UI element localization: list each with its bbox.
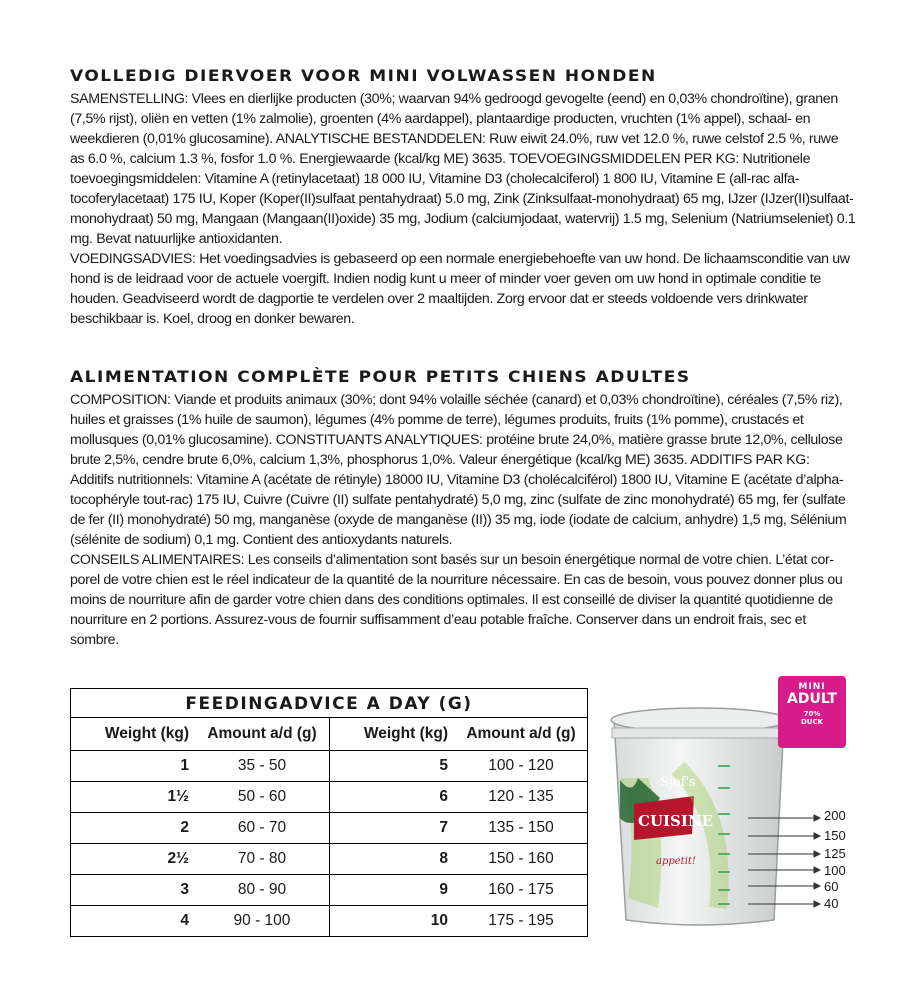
cup-logo-main: CUISINE xyxy=(638,812,714,830)
amount-cell: 135 - 150 xyxy=(488,819,554,836)
table-row xyxy=(71,781,329,812)
amount-cell: 100 - 120 xyxy=(488,757,554,774)
dutch-heading: VOLLEDIG DIERVOER VOOR MINI VOLWASSEN HONDEN xyxy=(70,66,657,86)
dutch-composition: SAMENSTELLING: Vlees en dierlijke producten (30%; waarvan 94% gedroogd gevogelte (eend) en 0,03% chondroïtine), granen (7,5% rijst), oliën en vetten (1% zalmolie), groenten (4% aardappel), plantaardige producten, vruchten (1% appel), schaal- en weekdieren (0,01% glucosamine). ANALYTISCHE BESTANDDELEN: Ruw eiwit 24.0%, ruw vet 12.0 %, ruwe celstof 2.5 %, ruwe as 6.0 %, calcium 1.3 %, fosfor 1.0 %. Energiewaarde (kcal/kg ME) 3635. TOEVOEGINGSMIDDELEN PER KG: Nutritionele toevoegingsmiddelen: Vitamine A (retinylacetaat) 18 000 IU, Vitamine D3 (cholecalciferol) 1 800 IU, Vitamine E (all-rac alfa-tocoferylacetaat) 175 IU, Koper (Koper(II)sulfaat pentahydraat) 5.0 mg, Zink (Zinksulfaat-monohydraat) 65 mg, IJzer (IJzer(II)sulfaat-monohydraat) 50 mg, Mangaan (Mangaan(II)oxide) 35 mg, Jodium (calciumjodaat, watervrij) 1.5 mg, Selenium (Natriumseleniet) 0.1 mg. Bevat natuurlijke antioxidanten. xyxy=(70,91,856,247)
amount-cell: 175 - 195 xyxy=(488,912,554,929)
weight-cell: 2½ xyxy=(167,850,189,867)
amount-cell: 120 - 135 xyxy=(488,788,554,805)
table-row xyxy=(71,905,329,936)
amount-cell: 90 - 100 xyxy=(233,912,291,929)
table-row xyxy=(330,874,588,905)
dutch-section xyxy=(70,66,856,329)
weight-cell: 10 xyxy=(430,912,448,929)
weight-cell: 1½ xyxy=(167,788,189,805)
badge-line-4: DUCK xyxy=(800,718,824,726)
french-heading: ALIMENTATION COMPLÈTE POUR PETITS CHIENS ADULTES xyxy=(70,367,691,387)
badge-line-2: ADULT xyxy=(787,691,837,707)
badge-line-3: 70% xyxy=(803,710,821,718)
cup-logo-top: Sjef's xyxy=(660,775,696,790)
cup-tagline: appetit! xyxy=(656,856,696,867)
measuring-cup-illustration xyxy=(598,668,898,928)
measure-label: 100 xyxy=(824,863,846,878)
amount-header: Amount a/d (g) xyxy=(466,725,576,742)
feeding-table-right xyxy=(330,718,588,936)
measuring-cup-graphic xyxy=(598,668,898,928)
french-composition: COMPOSITION: Viande et produits animaux (30%; dont 94% volaille séchée (canard) et 0,03% chondroïtine), céréales (7,5% riz), huiles et graisses (1% huile de saumon), légumes (4% pomme de terre), légumes produits, fruits (1% pomme), crustacés et mollusques (0,01% glucosamine). CONSTITUANTS ANALYTIQUES: protéine brute 24,0%, matière grasse brute 12,0%, cellulose brute 2,5%, cendre brute 6,0%, calcium 1,3%, phosphorus 1,0%. Valeur énergétique (kcal/kg ME) 3635. ADDITIFS PAR KG: Additifs nutritionnels: Vitamine A (acétate de rétinyle) 18000 IU, Vitamine D3 (cholécalciférol) 1800 IU, Vitamine E (acétate d’alpha-tocophéryle tout-rac) 175 IU, Cuivre (Cuivre (II) sulfate pentahydraté) 5,0 mg, zinc (sulfate de zinc monohydraté) 65 mg, fer (sulfate de fer (II) monohydraté) 50 mg, manganèse (oxyde de manganèse (II)) 35 mg, iode (iodate de calcium, anhydre) 1,5 mg, Sélénium (sélénite de sodium) 0,1 mg. Contient des antioxydants naturels. xyxy=(70,392,847,548)
weight-cell: 5 xyxy=(439,757,448,774)
french-section xyxy=(70,367,856,650)
amount-cell: 80 - 90 xyxy=(237,881,287,898)
amount-cell: 35 - 50 xyxy=(237,757,287,774)
table-row xyxy=(71,874,329,905)
mini-adult-badge xyxy=(778,676,846,748)
measure-label: 40 xyxy=(824,896,839,911)
table-row xyxy=(330,781,588,812)
feeding-table xyxy=(70,688,588,937)
table-row xyxy=(330,812,588,843)
weight-header: Weight (kg) xyxy=(363,725,448,742)
weight-cell: 3 xyxy=(180,881,189,898)
measure-label: 150 xyxy=(824,828,846,843)
weight-cell: 9 xyxy=(439,881,448,898)
amount-cell: 50 - 60 xyxy=(237,788,287,805)
table-row xyxy=(71,843,329,874)
badge-line-1: MINI xyxy=(798,682,826,692)
feeding-table-title: FEEDINGADVICE A DAY (G) xyxy=(71,689,587,718)
amount-header: Amount a/d (g) xyxy=(207,725,317,742)
weight-header: Weight (kg) xyxy=(104,725,189,742)
table-header-row xyxy=(71,718,329,750)
weight-cell: 8 xyxy=(439,850,448,867)
amount-cell: 160 - 175 xyxy=(488,881,554,898)
table-row xyxy=(330,905,588,936)
table-row xyxy=(71,812,329,843)
weight-cell: 2 xyxy=(180,819,189,836)
amount-cell: 70 - 80 xyxy=(237,850,287,867)
measure-label: 60 xyxy=(824,879,839,894)
feeding-table-left xyxy=(71,718,330,936)
measure-label: 200 xyxy=(824,808,846,823)
weight-cell: 7 xyxy=(439,819,448,836)
french-feeding-advice: CONSEILS ALIMENTAIRES: Les conseils d’alimentation sont basés sur un besoin énergétique normal de votre chien. L’état corporel de votre chien est le réel indicateur de la quantité de la nourriture nécessaire. En cas de besoin, vous pouvez donner plus ou moins de nourriture afin de garder votre chien dans des conditions optimales. Il est conseillé de diviser la quantité quotidienne de nourriture en 2 portions. Assurez-vous de fournir suffisamment d’eau potable fraîche. Conserver dans un endroit frais, sec et sombre. xyxy=(70,552,843,648)
amount-cell: 150 - 160 xyxy=(488,850,554,867)
amount-cell: 60 - 70 xyxy=(237,819,287,836)
measure-label: 125 xyxy=(824,846,846,861)
dutch-feeding-advice: VOEDINGSADVIES: Het voedingsadvies is gebaseerd op een normale energiebehoefte van uw hond. De lichaamsconditie van uw hond is de leidraad voor de actuele voergift. Indien nodig kunt u meer of minder voer geven om uw hond in optimale conditie te houden. Geadviseerd wordt de dagportie te verdelen over 2 maaltijden. Zorg ervoor dat er steeds voldoende vers drinkwater beschikbaar is. Koel, droog en donker bewaren. xyxy=(70,251,850,327)
table-row xyxy=(330,750,588,781)
weight-cell: 1 xyxy=(180,757,189,774)
table-row xyxy=(330,843,588,874)
table-header-row xyxy=(330,718,588,750)
weight-cell: 4 xyxy=(180,912,189,929)
weight-cell: 6 xyxy=(439,788,448,805)
table-row xyxy=(71,750,329,781)
